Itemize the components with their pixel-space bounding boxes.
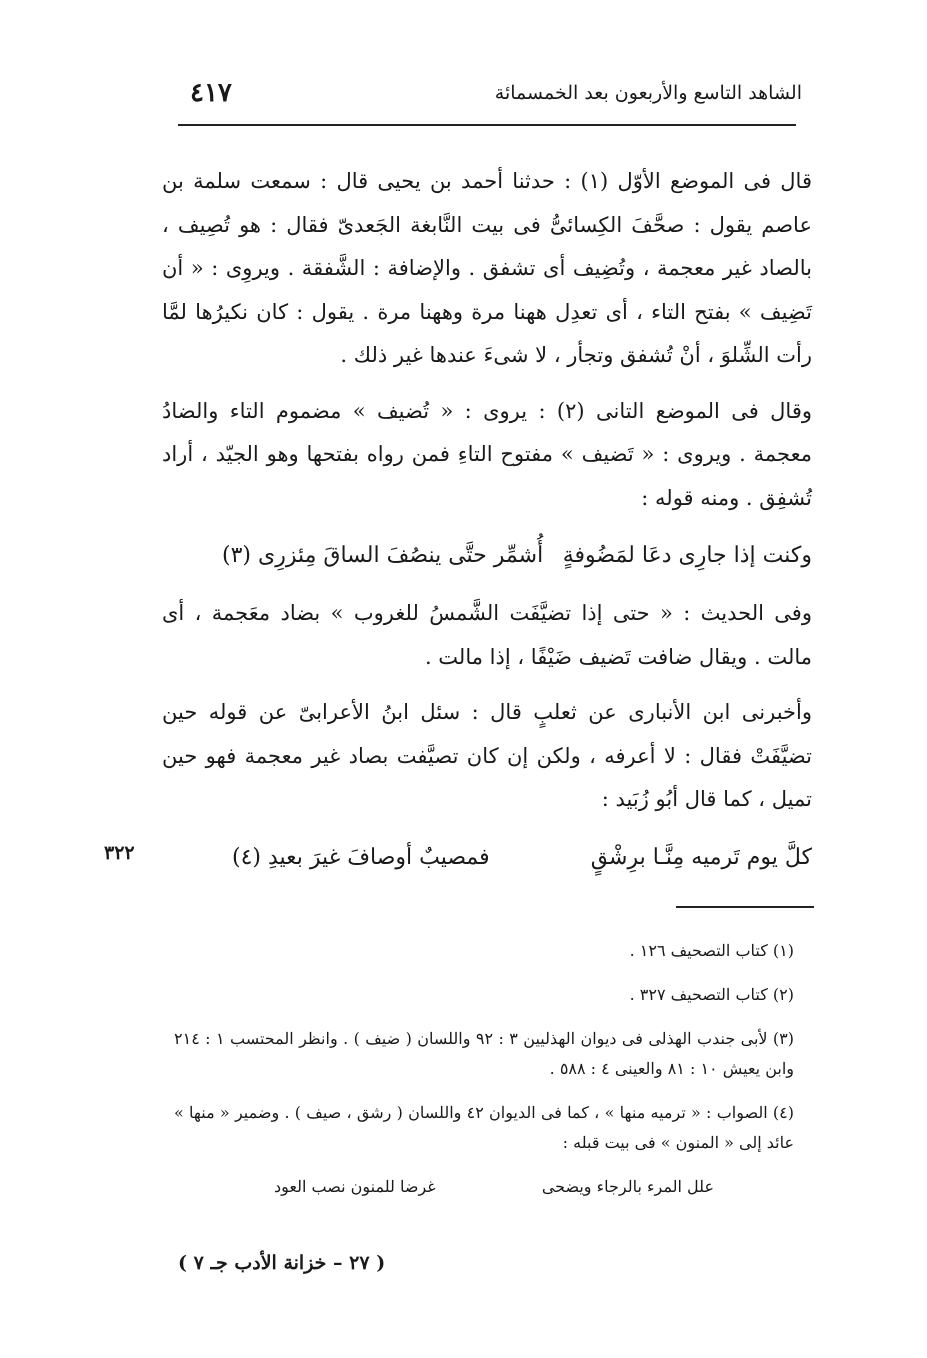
footnote-4-verse <box>174 1172 794 1202</box>
paragraph-1: قال فى الموضع الأوّل (١) : حدثنا أحمد بن يحيى قال : سمعت سلمة بن عاصم يقول : صحَّفَ الكِسائىُّ فى بيت النَّابغة الجَعدىّ فقال : هو تُصِيف ، بالصاد غير معجمة ، وتُضِيف أى تشفق . والإضافة : الشَّفقة . ويروِى : « أن تَضِيف » بفتح التاء ، أى تعدِل ههنا مرة وههنا مرة . يقول : كان نكيرُها لمَّا رأت الشِّلوَ ، أنْ تُشفق وتجأر ، لا شىءَ عندها غير ذلك . <box>162 169 812 367</box>
verse-1 <box>162 532 812 580</box>
page-header <box>180 78 802 118</box>
main-text <box>162 160 812 882</box>
verse-2 <box>162 834 812 882</box>
verse-1-second-hemistich: أُشمِّر حتَّى ينصُفَ الساقَ مِئزرِى (٣) <box>222 543 544 568</box>
footnote-verse-second-hemistich: غرضا للمنون نصب العود <box>274 1177 436 1196</box>
footnote-2: (٢) كتاب التصحيف ٣٢٧ . <box>629 985 794 1004</box>
verse-1-first-hemistich: وكنت إذا جارِى دعَا لمَضُوفةٍ <box>562 543 812 568</box>
verse-2-first-hemistich: كلَّ يوم تَرميه مِنَّـا برِشْقٍ <box>590 844 812 870</box>
footnote-verse-first-hemistich: علل المرء بالرجاء ويضحى <box>541 1177 714 1196</box>
header-rule <box>178 124 796 126</box>
running-title: الشاهد التاسع والأربعون بعد الخمسمائة <box>494 82 802 104</box>
footnote-rule <box>676 906 814 908</box>
footnote-3: (٣) لأبى جندب الهذلى فى ديوان الهذليين ٣ : ٩٢ واللسان ( ضيف ) . وانظر المحتسب ١ : ٢١٤ وابن يعيش ١٠ : ٨١ والعينى ٤ : ٥٨٨ . <box>174 1029 795 1078</box>
verse-2-second-hemistich: فمصيبٌ أوصافَ غيرَ بعيدِ (٤) <box>232 844 490 870</box>
paragraph-4: وأخبرنى ابن الأنبارى عن ثعلبٍ قال : سئل ابنُ الأعرابىّ عن قوله حين تضيَّفَتْ فقال : لا أعرفه ، ولكن إن كان تصيَّفت بصاد غير معجمة فهو حين تميل ، كما قال أبُو زُبَيد : <box>162 700 812 811</box>
page-number: ٤١٧ <box>190 78 232 108</box>
footnote-4: (٤) الصواب : « ترميه منها » ، كما فى الديوان ٤٢ واللسان ( رشق ، صيف ) . وضمير « منها » عائد إلى « المنون » فى بيت قبله : <box>174 1103 794 1152</box>
printer-signature: ( ٢٧ – خزانة الأدب جـ ٧ ) <box>178 1252 386 1274</box>
margin-reference-number: ٣٢٢ <box>104 842 135 864</box>
paragraph-2: وقال فى الموضع التانى (٢) : يروى : « تُضيف » مضموم التاء والضادُ معجمة . ويروى : « تَضيف » مفتوح التاءِ فمن رواه بفتحها وهو الجيّد ، أراد تُشفِق . ومنه قوله : <box>162 398 812 510</box>
paragraph-3: وفى الحديث : « حتى إذا تضيَّفَت الشَّمسُ للغروب » بضاد معَجمة ، أى مالت . ويقال ضافت تَضيف ضَيْفًا ، إذا مالت . <box>162 601 812 669</box>
footnotes <box>174 936 794 1202</box>
footnote-1: (١) كتاب التصحيف ١٢٦ . <box>629 941 794 960</box>
